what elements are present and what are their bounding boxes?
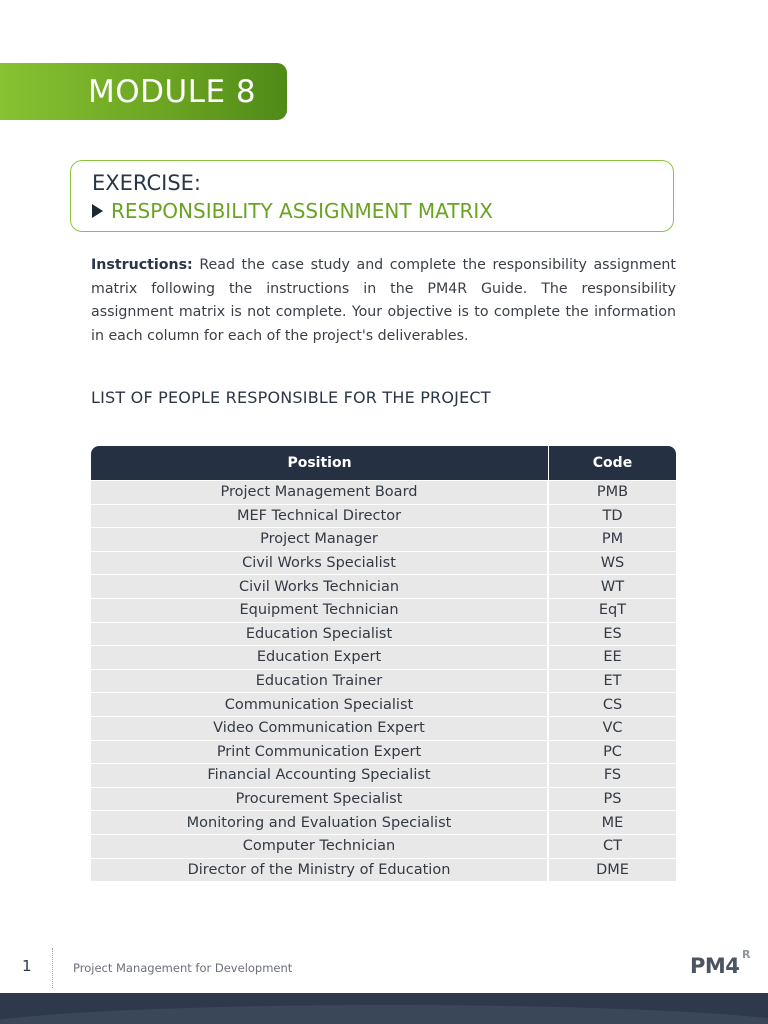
cell-position: Project Manager: [91, 528, 549, 551]
cell-code: EqT: [598, 602, 627, 619]
table-row: [91, 481, 676, 504]
table-row: [91, 811, 676, 834]
table-row: [91, 575, 676, 598]
cell-position: Director of the Ministry of Education: [91, 859, 549, 882]
table-row: [91, 741, 676, 764]
instructions-lead: Instructions:: [91, 257, 193, 273]
table-row: [91, 764, 676, 787]
module-banner: [0, 63, 287, 120]
table-row: [91, 599, 676, 622]
table-row: [91, 505, 676, 528]
cell-position: Education Specialist: [91, 623, 549, 646]
footer-wave: [0, 1005, 768, 1024]
cell-code: EE: [603, 649, 622, 666]
footer-title: Project Management for Development: [73, 961, 293, 975]
pm4r-logo: [690, 948, 754, 980]
cell-code: WT: [600, 578, 625, 595]
cell-position: Video Communication Expert: [91, 717, 549, 740]
cell-code: PM: [601, 531, 624, 548]
cell-code: PS: [603, 791, 622, 808]
play-triangle-icon: [92, 204, 103, 218]
cell-position: Computer Technician: [91, 835, 549, 858]
cell-code: FS: [603, 767, 622, 784]
cell-position: Equipment Technician: [91, 599, 549, 622]
cell-code: ME: [601, 814, 624, 831]
cell-code: WS: [600, 555, 625, 572]
table-row: [91, 717, 676, 740]
cell-position: Financial Accounting Specialist: [91, 764, 549, 787]
header-position: Position: [91, 446, 549, 480]
cell-code: DME: [596, 861, 629, 878]
cell-position: Civil Works Technician: [91, 575, 549, 598]
exercise-subtitle: RESPONSIBILITY ASSIGNMENT MATRIX: [111, 199, 493, 223]
cell-position: Procurement Specialist: [91, 788, 549, 811]
cell-position: Print Communication Expert: [91, 741, 549, 764]
cell-code: PMB: [596, 484, 629, 501]
cell-code: VC: [602, 720, 623, 737]
footer-bar: [0, 993, 768, 1024]
cell-code: PC: [603, 743, 622, 760]
cell-position: MEF Technical Director: [91, 505, 549, 528]
cell-position: Civil Works Specialist: [91, 552, 549, 575]
cell-position: Education Expert: [91, 646, 549, 669]
table-row: [91, 859, 676, 882]
cell-position: Communication Specialist: [91, 693, 549, 716]
table-row: [91, 552, 676, 575]
exercise-subtitle-row: [92, 198, 493, 224]
cell-code: CT: [603, 838, 622, 855]
logo-main: PM4: [690, 954, 740, 978]
instructions-paragraph: [91, 254, 676, 348]
page-number: 1: [22, 957, 32, 975]
exercise-box: [70, 160, 674, 232]
header-code: Code: [592, 455, 633, 471]
cell-code: ET: [603, 673, 622, 690]
exercise-label: EXERCISE:: [92, 171, 201, 195]
module-title: MODULE 8: [88, 74, 257, 110]
table-row: [91, 670, 676, 693]
section-heading: LIST OF PEOPLE RESPONSIBLE FOR THE PROJECT: [91, 388, 491, 407]
logo-superscript: R: [742, 948, 751, 961]
people-table: [91, 446, 676, 881]
table-row: [91, 623, 676, 646]
table-body: [91, 481, 676, 881]
table-row: [91, 835, 676, 858]
footer-divider: [52, 948, 53, 988]
instructions-body: Read the case study and complete the responsibility assignment matrix following the instructions in the PM4R Guide. The responsibility assignment matrix is not complete. Your objective is to complete the information in each column for each of the project's deliverables.: [91, 257, 676, 344]
cell-code: CS: [602, 696, 623, 713]
cell-code: ES: [603, 625, 622, 642]
table-header: [91, 446, 676, 480]
table-row: [91, 788, 676, 811]
table-row: [91, 646, 676, 669]
table-row: [91, 693, 676, 716]
cell-position: Education Trainer: [91, 670, 549, 693]
cell-code: TD: [602, 507, 623, 524]
table-row: [91, 528, 676, 551]
cell-position: Monitoring and Evaluation Specialist: [91, 811, 549, 834]
cell-position: Project Management Board: [91, 481, 549, 504]
